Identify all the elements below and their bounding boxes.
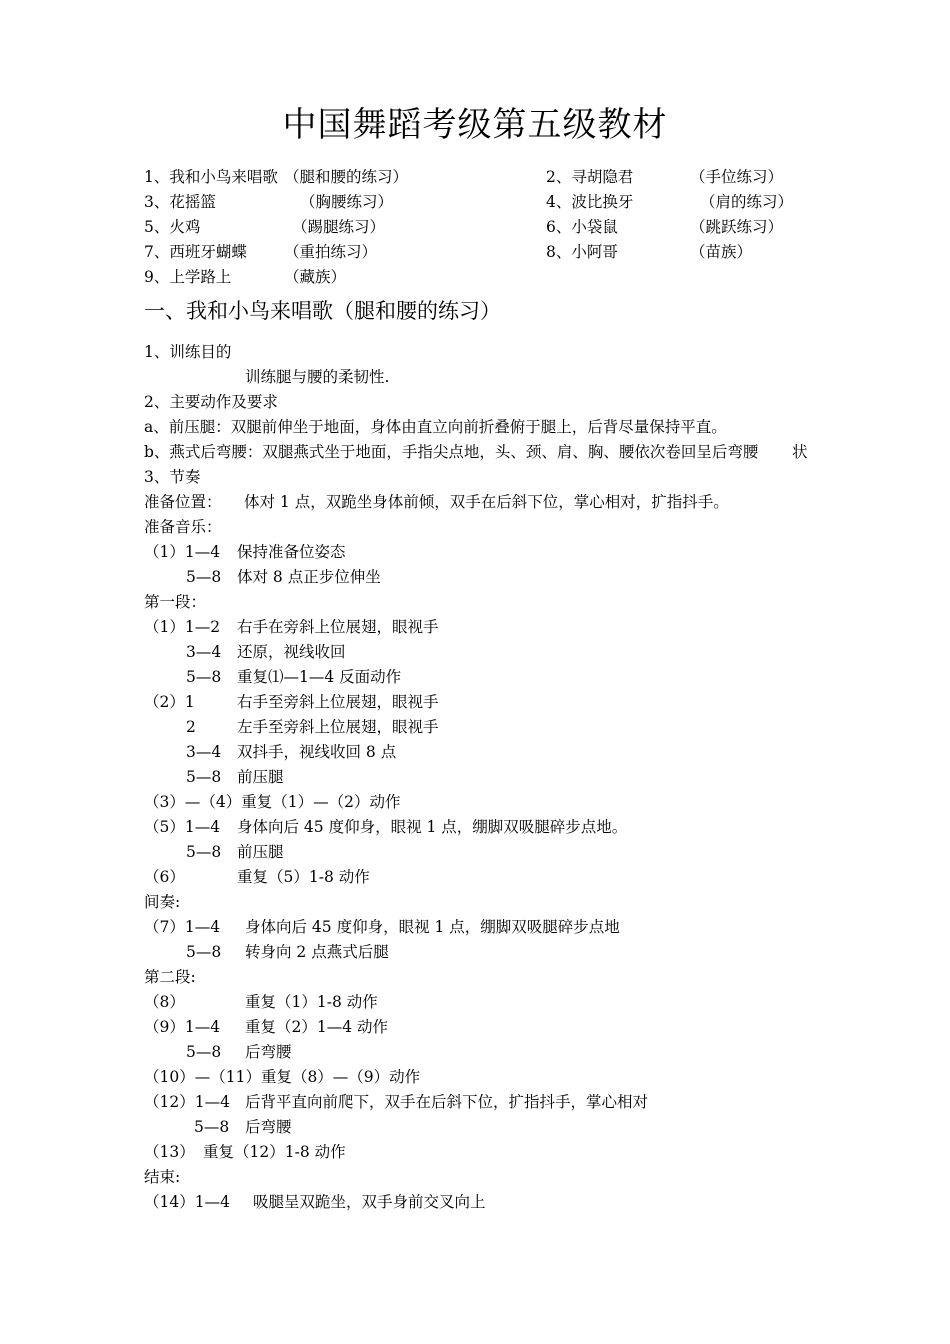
- beat-count: 5—8: [186, 668, 222, 686]
- beat-action: 前压腿: [237, 843, 284, 861]
- toc-item-note: （肩的练习）: [700, 193, 794, 211]
- beat-count: 5—8: [186, 943, 222, 961]
- beat-count: 5—8: [186, 568, 222, 586]
- beat-count: （7）1—4: [144, 918, 221, 936]
- beat-count: （5）1—4: [144, 818, 221, 836]
- toc-item-name: 8、小阿哥: [546, 243, 618, 261]
- goal-heading: 1、训练目的: [144, 343, 232, 361]
- toc-item-note: （胸腰练习）: [300, 193, 394, 211]
- actions-heading: 2、主要动作及要求: [144, 393, 278, 411]
- beat-action: 身体向后 45 度仰身，眼视 1 点，绷脚双吸腿碎步点地。: [237, 818, 628, 836]
- toc-item-note: （苗族）: [690, 243, 753, 261]
- toc-item-name: 2、寻胡隐君: [546, 168, 634, 186]
- beat-count: （2）1: [144, 693, 195, 711]
- prep-position-text: 体对 1 点，双跪坐身体前倾，双手在后斜下位，掌心相对，扩指抖手。: [244, 493, 729, 511]
- toc-item-name: 3、花摇篮: [144, 193, 216, 211]
- beat-count: 5—8: [186, 768, 222, 786]
- action-b-end: 状: [792, 443, 808, 461]
- beat-count: （10）—（11）重复（8）—（9）动作: [144, 1068, 421, 1086]
- toc-item-name: 6、小袋鼠: [546, 218, 618, 236]
- beat-action: 保持准备位姿态: [237, 543, 346, 561]
- beat-action: 左手至旁斜上位展翅，眼视手: [237, 718, 439, 736]
- beat-count: 5—8: [194, 1118, 230, 1136]
- beat-action: 重复⑴—1—4 反面动作: [237, 668, 402, 686]
- document-title: 中国舞蹈考级第五级教材: [282, 105, 668, 145]
- beat-action: 双抖手，视线收回 8 点: [237, 743, 397, 761]
- beat-action: 体对 8 点正步位伸坐: [237, 568, 381, 586]
- beat-count: （9）1—4: [144, 1018, 221, 1036]
- toc-item-note: （跳跃练习）: [690, 218, 784, 236]
- beat-action: 后弯腰: [245, 1118, 292, 1136]
- toc-item-note: （腿和腰的练习）: [284, 168, 409, 186]
- rhythm-heading: 3、节奏: [144, 468, 201, 486]
- beat-action: 重复（1）1-8 动作: [245, 993, 378, 1011]
- beat-count: （1）1—4: [144, 543, 221, 561]
- interlude-label: 间奏:: [144, 893, 181, 911]
- part2-label: 第二段:: [144, 968, 196, 986]
- toc-item-note: （藏族）: [284, 268, 347, 286]
- beat-count: （14）1—4: [144, 1193, 230, 1211]
- ending-label: 结束:: [144, 1168, 181, 1186]
- beat-count: （12）1—4: [144, 1093, 230, 1111]
- beat-count: （8）: [144, 993, 185, 1011]
- beat-action: 还原，视线收回: [237, 643, 346, 661]
- beat-count: 3—4: [186, 743, 222, 761]
- beat-count: （6）: [144, 868, 185, 886]
- beat-action: 重复（12）1-8 动作: [203, 1143, 346, 1161]
- toc-item-name: 7、西班牙蝴蝶: [144, 243, 247, 261]
- beat-count: （3）—（4）重复（1）—（2）动作: [144, 793, 401, 811]
- beat-action: 右手至旁斜上位展翅，眼视手: [237, 693, 439, 711]
- toc-item-name: 1、我和小鸟来唱歌: [144, 168, 278, 186]
- section-heading: 一、我和小鸟来唱歌（腿和腰的练习）: [144, 299, 501, 323]
- beat-action: 后背平直向前爬下，双手在后斜下位，扩指抖手，掌心相对: [245, 1093, 649, 1111]
- beat-action: 重复（5）1-8 动作: [237, 868, 370, 886]
- beat-action: 吸腿呈双跪坐，双手身前交叉向上: [253, 1193, 486, 1211]
- toc-item-note: （重拍练习）: [284, 243, 378, 261]
- beat-count: 5—8: [186, 1043, 222, 1061]
- beat-action: 重复（2）1—4 动作: [245, 1018, 389, 1036]
- prep-position-label: 准备位置：: [144, 493, 222, 511]
- toc-item-name: 5、火鸡: [144, 218, 201, 236]
- beat-action: 右手在旁斜上位展翅，眼视手: [237, 618, 439, 636]
- beat-count: （1）1—2: [144, 618, 221, 636]
- goal-text: 训练腿与腰的柔韧性.: [245, 368, 390, 386]
- toc-item-note: （踢腿练习）: [292, 218, 386, 236]
- part1-label: 第一段：: [144, 593, 207, 611]
- toc-item-name: 4、波比换牙: [546, 193, 634, 211]
- beat-action: 后弯腰: [245, 1043, 292, 1061]
- toc-item-name: 9、上学路上: [144, 268, 232, 286]
- beat-count: 2: [186, 718, 196, 736]
- beat-count: （13）: [144, 1143, 195, 1161]
- toc-item-note: （手位练习）: [690, 168, 784, 186]
- action-b: b、燕式后弯腰：双腿燕式坐于地面，手指尖点地，头、颈、肩、胸、腰依次卷回呈后弯腰: [144, 443, 759, 461]
- beat-count: 5—8: [186, 843, 222, 861]
- beat-action: 转身向 2 点燕式后腿: [245, 943, 389, 961]
- beat-action: 前压腿: [237, 768, 284, 786]
- beat-count: 3—4: [186, 643, 222, 661]
- beat-action: 身体向后 45 度仰身，眼视 1 点，绷脚双吸腿碎步点地: [245, 918, 620, 936]
- prep-music-label: 准备音乐：: [144, 518, 222, 536]
- action-a: a、前压腿：双腿前伸坐于地面，身体由直立向前折叠俯于腿上，后背尽量保持平直。: [144, 418, 727, 436]
